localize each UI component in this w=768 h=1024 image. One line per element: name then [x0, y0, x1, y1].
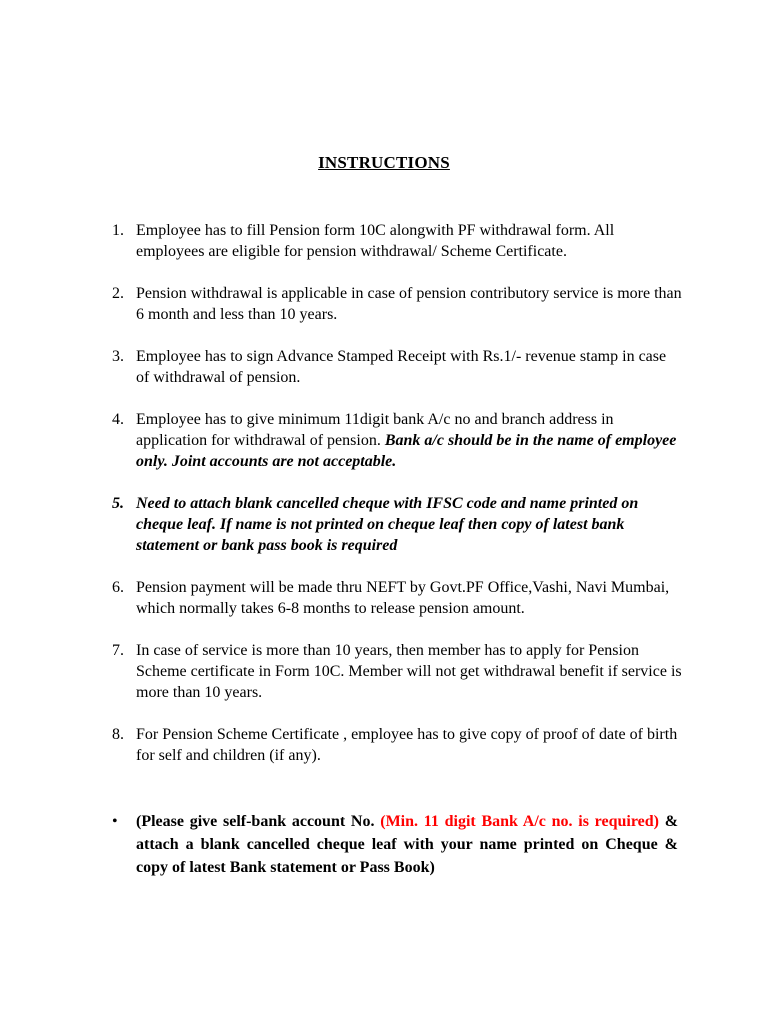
- list-item-4: [112, 409, 682, 472]
- item-emphasis-text: Bank a/c should be in the name of employee only. Joint accounts are not acceptable.: [136, 432, 677, 470]
- note-required-highlight: (Min. 11 digit Bank A/c no. is required): [380, 813, 659, 830]
- list-item-7: [112, 640, 682, 703]
- list-item-3: [112, 346, 682, 388]
- item-text: In case of service is more than 10 years, then member has to apply for Pension Scheme certificate in Form 10C. Member will not get withdrawal benefit if service is more than 10 years.: [136, 642, 682, 701]
- list-item-6: [112, 577, 682, 619]
- item-text: For Pension Scheme Certificate , employee has to give copy of proof of date of birth for self and children (if any).: [136, 726, 678, 764]
- item-number: 8.: [112, 726, 124, 743]
- item-number: 7.: [112, 642, 124, 659]
- note-part-1: (Please give self-bank account No.: [136, 813, 375, 830]
- item-text: Need to attach blank cancelled cheque with IFSC code and name printed on cheque leaf. If name is not printed on cheque leaf then copy of latest bank statement or bank pass book is required: [136, 495, 639, 554]
- item-number: 2.: [112, 285, 124, 302]
- bank-account-note: [112, 810, 678, 879]
- item-text: Employee has to fill Pension form 10C alongwith PF withdrawal form. All employees are eligible for pension withdrawal/ Scheme Certificate.: [136, 222, 615, 260]
- item-number: 3.: [112, 348, 124, 365]
- item-number: 4.: [112, 411, 124, 428]
- list-item-8: [112, 724, 682, 766]
- note-part-3: & attach a blank cancelled cheque leaf with your name printed on Cheque & copy of latest Bank statement or Pass Book): [136, 813, 679, 876]
- item-text: Employee has to give minimum 11digit bank A/c no and branch address in application for withdrawal of pension.: [136, 411, 614, 449]
- list-item-1: [112, 220, 682, 262]
- note-text: [112, 810, 678, 879]
- instructions-list: [112, 220, 682, 787]
- list-item-5: [112, 493, 682, 556]
- item-text: Pension withdrawal is applicable in case of pension contributory service is more than 6 month and less than 10 years.: [136, 285, 682, 323]
- list-item-2: [112, 283, 682, 325]
- item-number: 1.: [112, 222, 124, 239]
- item-number: 5.: [112, 495, 124, 512]
- item-text: Employee has to sign Advance Stamped Receipt with Rs.1/- revenue stamp in case of withdrawal of pension.: [136, 348, 667, 386]
- page-title: INSTRUCTIONS: [318, 153, 450, 172]
- item-number: 6.: [112, 579, 124, 596]
- item-text: Pension payment will be made thru NEFT by Govt.PF Office,Vashi, Navi Mumbai, which normally takes 6-8 months to release pension amount.: [136, 579, 670, 617]
- bullet-icon: •: [112, 813, 118, 830]
